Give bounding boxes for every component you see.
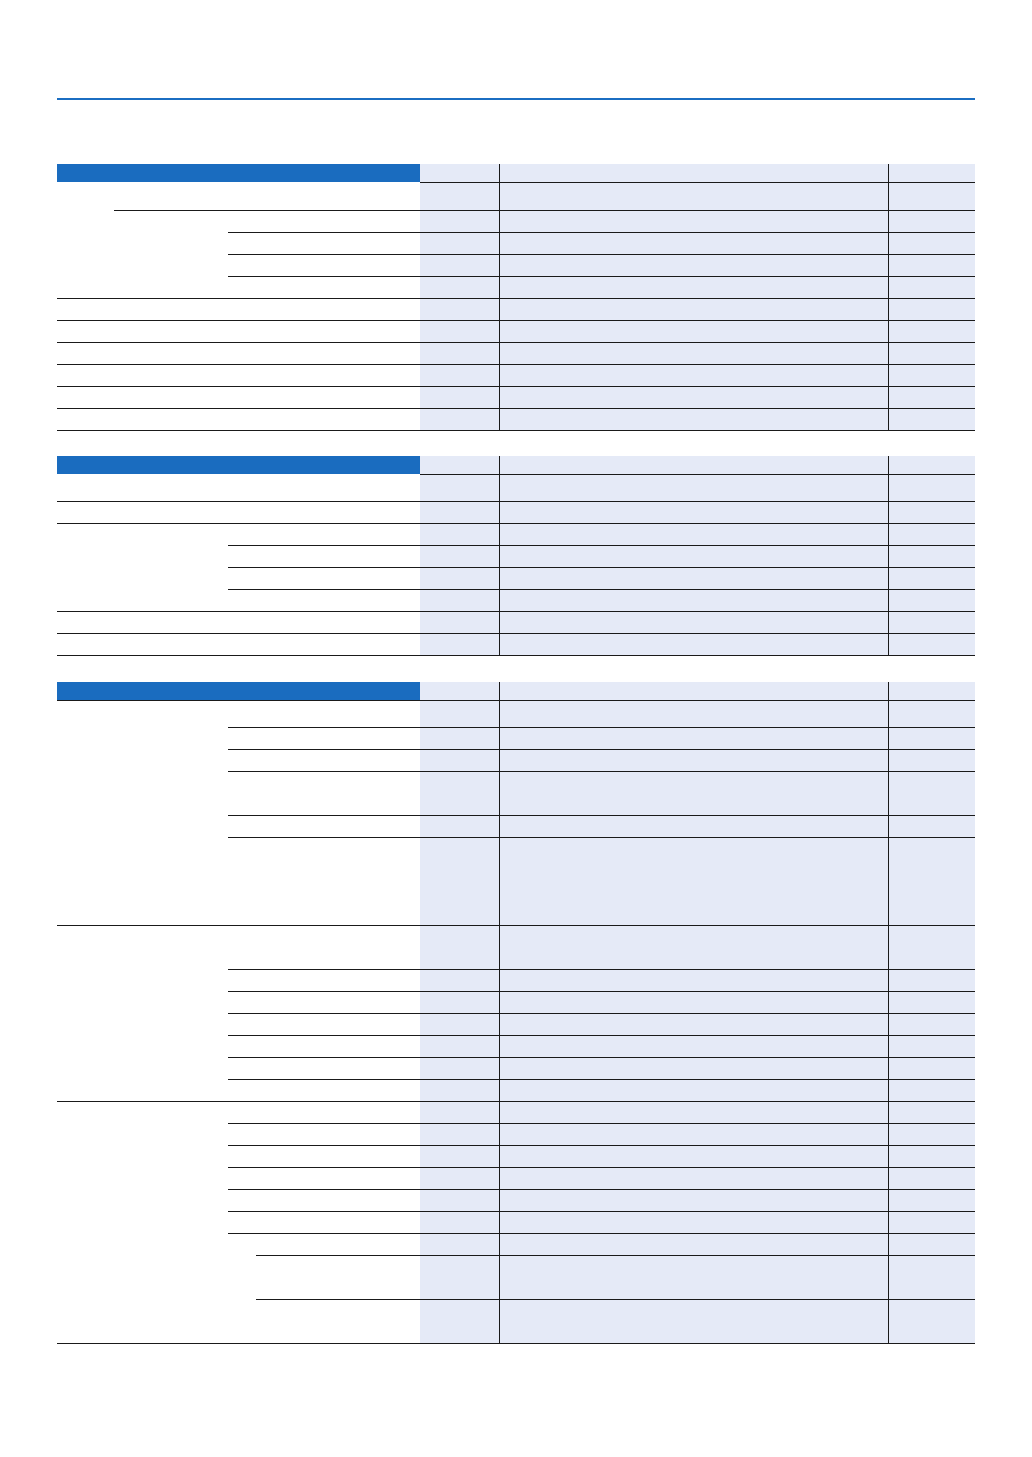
row-divider [228,815,975,816]
table-2-header [57,456,420,474]
row-divider [228,232,975,233]
table-3-header [57,682,420,700]
row-divider [420,182,975,183]
column-divider [888,456,889,656]
row-divider [256,1255,975,1256]
row-divider [57,501,975,502]
row-divider [228,969,975,970]
table-2 [57,456,975,656]
row-divider [57,320,975,321]
row-divider [228,545,975,546]
table-1-header [57,164,420,182]
row-divider [57,523,975,524]
value-column-shade [420,456,975,656]
row-divider [228,727,975,728]
row-divider [228,1079,975,1080]
row-divider [114,210,975,211]
column-divider [499,456,500,656]
row-divider [57,925,975,926]
row-divider [57,1101,975,1102]
row-divider [57,700,975,701]
row-divider [228,991,975,992]
row-divider [57,1343,975,1344]
row-divider [228,1211,975,1212]
row-divider [228,1167,975,1168]
row-divider [57,342,975,343]
row-divider [57,408,975,409]
row-divider [57,611,975,612]
row-divider [57,633,975,634]
row-divider [57,386,975,387]
row-divider [228,771,975,772]
row-divider [228,567,975,568]
row-divider [57,655,975,656]
top-rule [57,98,975,100]
table-3 [57,682,975,1344]
row-divider [228,1057,975,1058]
row-divider [228,1013,975,1014]
row-divider [228,837,975,838]
row-divider [228,254,975,255]
table-1 [57,164,975,431]
row-divider [228,1145,975,1146]
row-divider [228,1123,975,1124]
row-divider [228,749,975,750]
row-divider [228,1035,975,1036]
row-divider [256,1299,975,1300]
row-divider [57,298,975,299]
row-divider [420,474,975,475]
row-divider [57,364,975,365]
row-divider [228,276,975,277]
row-divider [228,589,975,590]
row-divider [57,430,975,431]
row-divider [228,1233,975,1234]
row-divider [228,1189,975,1190]
